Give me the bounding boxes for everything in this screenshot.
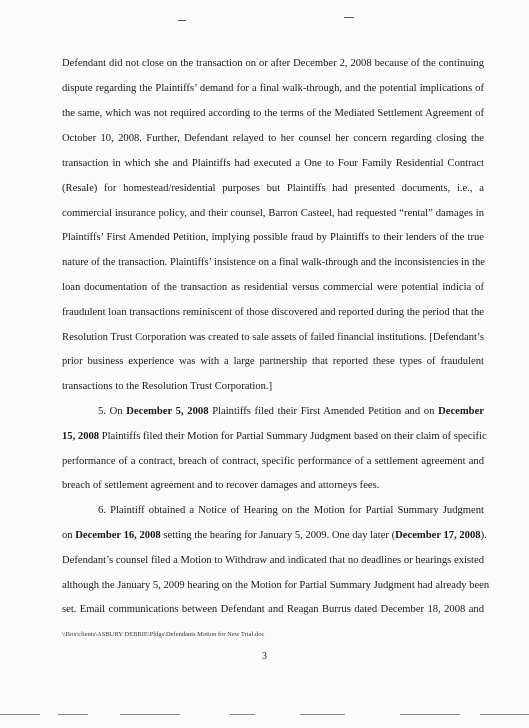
body-line-text: setting the hearing for January 5, 2009. One day later ( <box>160 530 396 541</box>
body-line-lead: on <box>62 530 76 541</box>
date-december-16-2008: December 16, 2008 <box>75 530 161 541</box>
scan-edge <box>58 714 88 715</box>
body-line: Resolution Trust Corporation was created to sale assets of failed financial institutions. [Defendant’s <box>62 332 484 343</box>
body-line: set. Email communications between Defendant and Reagan Burrus dated December 18, 2008 and <box>62 604 484 615</box>
date-december-5-2008: December 5, 2008 <box>126 406 209 417</box>
body-line-end: ). <box>480 530 487 541</box>
body-line: (Resale) for homestead/residential purposes but Plaintiffs had presented documents, i.e., a <box>62 183 484 194</box>
scan-edge <box>230 714 255 715</box>
body-line: performance of a contract, breach of contract, specific performance of a settlement agreement and <box>62 456 484 467</box>
paragraph-6-line: 6. Plaintiff obtained a Notice of Hearing on the Motion for Partial Summary Judgment <box>98 505 484 516</box>
paragraph-5-line <box>98 405 484 418</box>
body-line: nature of the transaction. Plaintiffs’ insistence on a final walk-through and the inconsistencies in the <box>62 257 485 268</box>
body-line: Plaintiffs’ First Amended Petition, implying possible fraud by Plaintiffs to their lenders of the true <box>62 232 484 243</box>
date-15-2008: 15, 2008 <box>62 431 100 442</box>
page-number: 3 <box>262 651 267 662</box>
body-line: transaction in which she and Plaintiffs had executed a One to Four Family Residential Contract <box>62 158 484 169</box>
scan-edge <box>400 714 460 715</box>
date-december-17-2008: December 17, 2008 <box>395 530 481 541</box>
body-line: fraudulent loan transactions reminiscent of those discovered and reported during the period that the <box>62 307 484 318</box>
scan-edge <box>480 714 529 715</box>
body-line: breach of settlement agreement and to recover damages and attorneys fees. <box>62 480 380 491</box>
scan-mark <box>344 17 354 18</box>
body-line <box>62 529 487 542</box>
body-line: loan documentation of the transaction as residential versus commercial were potential indicia of <box>62 282 484 293</box>
body-line: dispute regarding the Plaintiffs’ demand for a final walk-through, and the potential implications of <box>62 83 484 94</box>
body-line: Defendant did not close on the transaction on or after December 2, 2008 because of the continuing <box>62 58 484 69</box>
body-line: the same, which was not required according to the terms of the Mediated Settlement Agreement of <box>62 108 484 119</box>
body-line: Defendant’s counsel filed a Motion to Withdraw and indicated that no deadlines or hearings existed <box>62 555 484 566</box>
body-line <box>62 430 487 443</box>
body-line: commercial insurance policy, and their counsel, Barron Casteel, had requested “rental” damages in <box>62 208 484 219</box>
paragraph-5-text: Plaintiffs filed their First Amended Petition and on <box>208 406 439 417</box>
date-december: December <box>438 406 484 417</box>
scan-mark <box>178 20 186 21</box>
body-line: although the January 5, 2009 hearing on the Motion for Partial Summary Judgment had already been <box>62 580 490 591</box>
scan-edge <box>0 714 40 715</box>
scan-edge <box>120 714 180 715</box>
body-line-text: Plaintiffs filed their Motion for Partial Summary Judgment based on their claim of specific <box>99 431 487 442</box>
footer-file-path: \\Box\clients\ASBURY DEBBIE\Pldgs\Defendants Motion for New Trial.doc <box>62 631 265 638</box>
body-line: transactions to the Resolution Trust Corporation.] <box>62 381 273 392</box>
body-line: prior business experience was with a large partnership that reported these types of fraudulent <box>62 356 484 367</box>
paragraph-5-lead: 5. On <box>98 406 127 417</box>
body-line: October 10, 2008. Further, Defendant relayed to her counsel her concern regarding closing the <box>62 133 484 144</box>
scan-edge <box>300 714 345 715</box>
